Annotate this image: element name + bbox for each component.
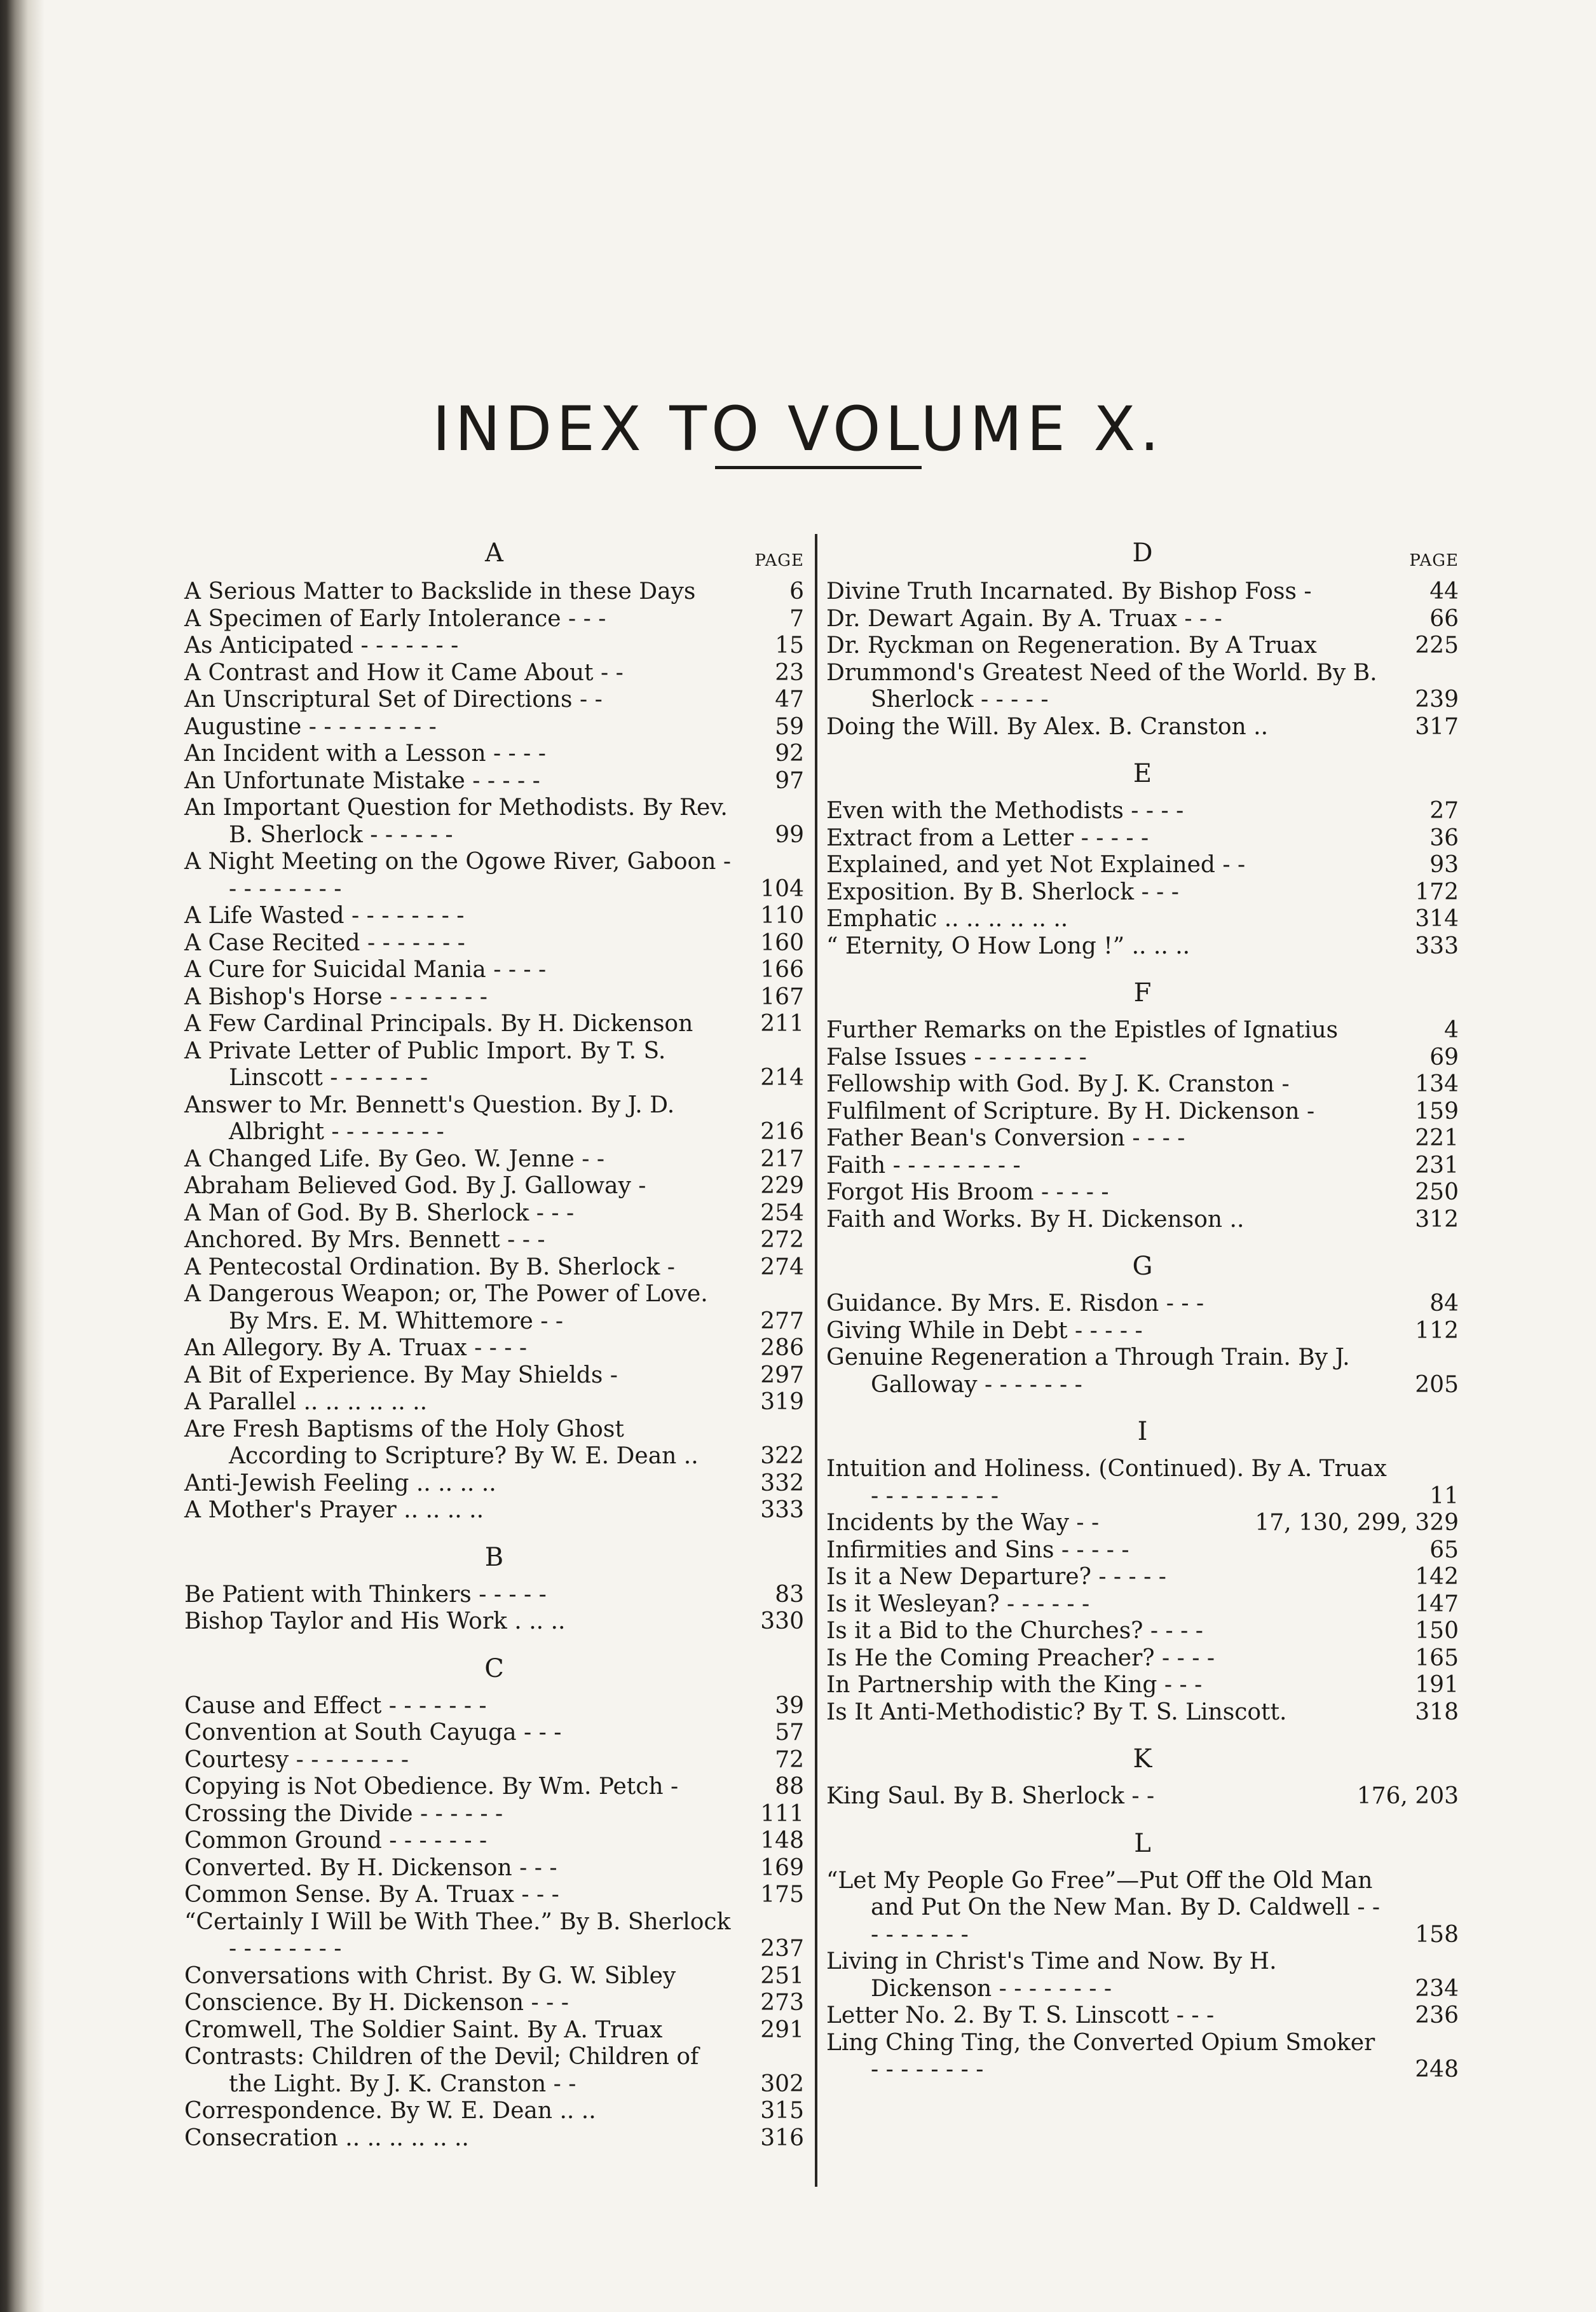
entry-title: Anchored. By Mrs. Bennett - - - — [184, 1227, 545, 1253]
section-letter-g: G — [1132, 1252, 1153, 1281]
index-column-right — [826, 528, 1459, 2084]
index-entry — [184, 633, 804, 660]
entry-title: Correspondence. By W. E. Dean .. .. — [184, 2098, 596, 2124]
entry-page-number: 66 — [1429, 605, 1459, 632]
entry-page-number: 159 — [1415, 1098, 1459, 1125]
section-letter-c: C — [484, 1653, 504, 1683]
entry-title: A Mother's Prayer .. .. .. .. — [184, 1497, 484, 1523]
index-entry — [184, 1693, 804, 1720]
entry-title: Converted. By H. Dickenson - - - — [184, 1854, 557, 1881]
entry-page-number: 148 — [760, 1828, 804, 1854]
entry-page-number: 216 — [760, 1119, 804, 1145]
entry-page-number: 84 — [1429, 1290, 1459, 1317]
index-entry — [184, 1362, 804, 1390]
index-sections-right — [826, 578, 1459, 2084]
entry-page-number: 69 — [1429, 1044, 1459, 1070]
entry-page-number: 333 — [760, 1497, 804, 1523]
entry-page-number: 134 — [1415, 1071, 1459, 1097]
entry-page-number: 214 — [760, 1065, 804, 1091]
entry-page-number: 274 — [760, 1254, 804, 1280]
entry-page-number: 111 — [760, 1800, 804, 1827]
index-entry — [184, 1092, 804, 1146]
entry-title: Faith - - - - - - - - - — [826, 1152, 1021, 1179]
entry-title: Emphatic .. .. .. .. .. .. — [826, 906, 1068, 932]
index-entry — [826, 1344, 1459, 1399]
index-entry — [184, 578, 804, 606]
entry-page-number: 237 — [760, 1936, 804, 1962]
index-entry — [826, 1290, 1459, 1318]
entry-title: A Bit of Experience. By May Shields - — [184, 1362, 618, 1388]
entry-title: Be Patient with Thinkers - - - - - — [184, 1581, 547, 1608]
entry-title: A Parallel .. .. .. .. .. .. — [184, 1389, 428, 1415]
index-entry — [826, 714, 1459, 741]
entry-page-number: 44 — [1429, 578, 1459, 605]
index-entry — [826, 1672, 1459, 1699]
entry-page-number: 231 — [1415, 1152, 1459, 1179]
section-letter-a: A — [485, 538, 503, 568]
index-entry — [826, 1153, 1459, 1180]
entry-page-number: 317 — [1415, 713, 1459, 740]
entry-page-number: 236 — [1415, 2002, 1459, 2028]
entry-page-number: 316 — [760, 2124, 804, 2151]
entry-page-number: 330 — [760, 1608, 804, 1634]
entry-title: A Cure for Suicidal Mania - - - - — [184, 957, 547, 983]
entry-page-number: 93 — [1429, 852, 1459, 878]
entry-title: Drummond's Greatest Need of the World. By B. Sherlock - - - - - — [826, 659, 1377, 713]
entry-title: A Few Cardinal Principals. By H. Dickenson — [184, 1011, 693, 1037]
entry-title: Convention at South Cayuga - - - — [184, 1720, 562, 1746]
entry-page-number: 205 — [1415, 1371, 1459, 1398]
entry-page-number: 7 — [789, 605, 804, 632]
index-entry — [184, 1227, 804, 1254]
entry-title: Fulfilment of Scripture. By H. Dickenson - — [826, 1098, 1315, 1125]
entry-title: King Saul. By B. Sherlock - - — [826, 1783, 1155, 1809]
entry-title: A Serious Matter to Backslide in these Days — [184, 578, 696, 605]
index-entry — [826, 1868, 1459, 1949]
entry-page-number: 112 — [1415, 1317, 1459, 1344]
column-header — [826, 528, 1459, 578]
entry-title: Crossing the Divide - - - - - - — [184, 1800, 503, 1827]
entry-title: Explained, and yet Not Explained - - — [826, 852, 1246, 878]
entry-title: Ling Ching Ting, the Converted Opium Smoker - - - - - - - - — [826, 2029, 1375, 2083]
entry-title: A Changed Life. By Geo. W. Jenne - - — [184, 1146, 605, 1172]
entry-title: Conversations with Christ. By G. W. Sibley — [184, 1962, 676, 1989]
entry-title: Consecration .. .. .. .. .. .. — [184, 2124, 469, 2151]
entry-page-number: 47 — [775, 687, 804, 713]
entry-title: An Unscriptural Set of Directions - - — [184, 687, 603, 713]
entry-title: Incidents by the Way - - — [826, 1510, 1100, 1536]
entry-page-number: 176, 203 — [1356, 1783, 1459, 1809]
entry-title: Are Fresh Baptisms of the Holy Ghost According to Scripture? By W. E. Dean .. — [184, 1416, 699, 1469]
entry-title: Further Remarks on the Epistles of Ignatius — [826, 1017, 1339, 1043]
section-letter-b: B — [484, 1542, 504, 1572]
entry-page-number: 234 — [1415, 1975, 1459, 2002]
index-entry — [184, 1470, 804, 1498]
index-entry — [826, 1125, 1459, 1153]
entry-page-number: 286 — [760, 1335, 804, 1361]
page-title: INDEX TO VOLUME X. — [432, 393, 1164, 465]
entry-title: “ Eternity, O How Long !” .. .. .. — [826, 933, 1190, 959]
section-letter-i: I — [1137, 1417, 1148, 1446]
entry-title: Augustine - - - - - - - - - — [184, 713, 437, 740]
index-entry — [184, 1173, 804, 1200]
entry-page-number: 36 — [1429, 824, 1459, 851]
entry-page-number: 147 — [1415, 1590, 1459, 1617]
entry-page-number: 150 — [1415, 1618, 1459, 1644]
entry-page-number: 160 — [760, 929, 804, 956]
entry-page-number: 250 — [1415, 1179, 1459, 1205]
index-entry — [184, 768, 804, 795]
index-entry — [184, 849, 804, 903]
entry-page-number: 332 — [760, 1470, 804, 1496]
index-entry — [826, 906, 1459, 933]
index-entry — [184, 2044, 804, 2098]
index-entry — [184, 2125, 804, 2152]
entry-title: A Private Letter of Public Import. By T. S. Linscott - - - - - - - — [184, 1037, 666, 1091]
index-entry — [184, 714, 804, 741]
title-rule — [715, 466, 922, 469]
entry-page-number: 312 — [1415, 1206, 1459, 1233]
entry-title: Answer to Mr. Bennett's Question. By J. D. Albright - - - - - - - - — [184, 1091, 675, 1145]
index-entry — [184, 2017, 804, 2044]
index-column-left — [184, 528, 804, 2152]
index-entry — [826, 1179, 1459, 1207]
entry-title: Common Ground - - - - - - - — [184, 1828, 488, 1854]
index-entry — [826, 1537, 1459, 1564]
entry-title: Fellowship with God. By J. K. Cranston - — [826, 1071, 1290, 1097]
entry-page-number: 248 — [1415, 2056, 1459, 2083]
entry-page-number: 254 — [760, 1200, 804, 1226]
entry-title: Is It Anti-Methodistic? By T. S. Linscott. — [826, 1699, 1287, 1725]
entry-title: A Bishop's Horse - - - - - - - — [184, 983, 488, 1010]
entry-title: Dr. Dewart Again. By A. Truax - - - — [826, 605, 1222, 632]
entry-page-number: 273 — [760, 1990, 804, 2016]
index-entry — [826, 1207, 1459, 1234]
entry-title: Abraham Believed God. By J. Galloway - — [184, 1173, 646, 1199]
index-entry — [184, 2098, 804, 2125]
entry-title: Is He the Coming Preacher? - - - - — [826, 1645, 1215, 1671]
entry-page-number: 57 — [775, 1720, 804, 1746]
entry-page-number: 142 — [1415, 1564, 1459, 1590]
entry-page-number: 15 — [775, 633, 804, 659]
index-entry — [184, 1200, 804, 1228]
entry-page-number: 175 — [760, 1882, 804, 1908]
entry-title: Contrasts: Children of the Devil; Children of the Light. By J. K. Cranston - - — [184, 2044, 699, 2097]
entry-page-number: 169 — [760, 1854, 804, 1881]
index-entry — [826, 1098, 1459, 1126]
entry-title: Extract from a Letter - - - - - — [826, 824, 1149, 851]
section-letter-f: F — [1133, 978, 1152, 1008]
entry-title: Anti-Jewish Feeling .. .. .. .. — [184, 1470, 496, 1496]
index-entry — [184, 1497, 804, 1524]
entry-page-number: 17, 130, 299, 329 — [1255, 1510, 1459, 1536]
entry-page-number: 319 — [760, 1389, 804, 1415]
entry-page-number: 277 — [760, 1308, 804, 1334]
entry-title: An Important Question for Methodists. By Rev. B. Sherlock - - - - - - — [184, 795, 728, 848]
index-entry — [184, 1281, 804, 1335]
entry-title: Is it Wesleyan? - - - - - - — [826, 1590, 1090, 1617]
column-divider — [815, 534, 817, 2187]
entry-page-number: 158 — [1415, 1921, 1459, 1948]
index-entry — [184, 957, 804, 984]
entry-title: As Anticipated - - - - - - - — [184, 633, 459, 659]
book-binding-edge — [0, 0, 44, 2312]
entry-page-number: 166 — [760, 957, 804, 983]
page-column-label: PAGE — [1409, 551, 1459, 570]
entry-page-number: 97 — [775, 767, 804, 794]
index-entry — [826, 1645, 1459, 1672]
entry-page-number: 322 — [760, 1443, 804, 1469]
entry-title: Copying is Not Obedience. By Wm. Petch - — [184, 1774, 679, 1800]
entry-page-number: 88 — [775, 1774, 804, 1800]
entry-title: Giving While in Debt - - - - - — [826, 1317, 1143, 1344]
index-entry — [826, 1783, 1459, 1810]
index-entry — [826, 1071, 1459, 1098]
index-entry — [826, 1456, 1459, 1510]
index-entry — [184, 1038, 804, 1092]
entry-page-number: 39 — [775, 1692, 804, 1719]
entry-title: A Man of God. By B. Sherlock - - - — [184, 1200, 575, 1226]
index-entry — [184, 1720, 804, 1747]
index-entry — [826, 578, 1459, 606]
index-entry — [826, 879, 1459, 906]
entry-title: Doing the Will. By Alex. B. Cranston .. — [826, 713, 1269, 740]
index-entry — [184, 687, 804, 714]
entry-page-number: 110 — [760, 903, 804, 929]
page-column-label: PAGE — [754, 551, 804, 570]
index-entry — [184, 903, 804, 930]
index-entry — [184, 1011, 804, 1038]
entry-title: A Life Wasted - - - - - - - - — [184, 903, 465, 929]
entry-page-number: 272 — [760, 1227, 804, 1253]
entry-title: Father Bean's Conversion - - - - — [826, 1125, 1185, 1151]
entry-title: Faith and Works. By H. Dickenson .. — [826, 1206, 1245, 1233]
index-entry — [826, 852, 1459, 879]
index-entry — [184, 930, 804, 957]
entry-title: Genuine Regeneration a Through Train. By J. Galloway - - - - - - - — [826, 1344, 1350, 1398]
index-entry — [184, 984, 804, 1011]
index-entry — [826, 1618, 1459, 1645]
entry-page-number: 315 — [760, 2098, 804, 2124]
entry-title: Common Sense. By A. Truax - - - — [184, 1882, 559, 1908]
entry-page-number: 83 — [775, 1581, 804, 1608]
index-entry — [826, 1318, 1459, 1345]
entry-page-number: 229 — [760, 1173, 804, 1199]
index-entry — [184, 1909, 804, 1963]
entry-title: Even with the Methodists - - - - — [826, 798, 1184, 824]
index-entry — [184, 741, 804, 768]
entry-title: Bishop Taylor and His Work . .. .. — [184, 1608, 566, 1634]
entry-page-number: 191 — [1415, 1672, 1459, 1698]
index-entry — [826, 825, 1459, 852]
entry-title: A Specimen of Early Intolerance - - - — [184, 605, 606, 632]
entry-page-number: 104 — [760, 875, 804, 902]
index-entry — [826, 798, 1459, 825]
index-entry — [184, 1774, 804, 1801]
entry-title: A Contrast and How it Came About - - — [184, 659, 624, 686]
entry-title: Dr. Ryckman on Regeneration. By A Truax — [826, 633, 1317, 659]
index-entry — [826, 933, 1459, 961]
entry-page-number: 92 — [775, 741, 804, 767]
entry-title: “Certainly I Will be With Thee.” By B. Sherlock - - - - - - - - — [184, 1908, 731, 1962]
entry-page-number: 167 — [760, 983, 804, 1010]
entry-page-number: 6 — [789, 578, 804, 605]
index-entry — [826, 1948, 1459, 2002]
entry-page-number: 239 — [1415, 687, 1459, 713]
entry-title: Exposition. By B. Sherlock - - - — [826, 879, 1179, 905]
entry-page-number: 27 — [1429, 798, 1459, 824]
index-entry — [826, 1564, 1459, 1591]
entry-title: Conscience. By H. Dickenson - - - — [184, 1990, 569, 2016]
index-entry — [826, 606, 1459, 633]
entry-title: Is it a New Departure? - - - - - — [826, 1564, 1166, 1590]
entry-title: Divine Truth Incarnated. By Bishop Foss - — [826, 578, 1312, 605]
entry-title: A Case Recited - - - - - - - — [184, 929, 465, 956]
index-entry — [184, 1389, 804, 1416]
section-letter-l: L — [1134, 1828, 1151, 1858]
entry-page-number: 297 — [760, 1362, 804, 1388]
entry-title: Is it a Bid to the Churches? - - - - — [826, 1618, 1203, 1644]
entry-title: Intuition and Holiness. (Continued). By A. Truax - - - - - - - - - — [826, 1456, 1387, 1509]
entry-title: Infirmities and Sins - - - - - — [826, 1536, 1129, 1563]
index-entry — [184, 1146, 804, 1173]
index-entry — [826, 1699, 1459, 1727]
entry-title: An Incident with a Lesson - - - - — [184, 741, 546, 767]
index-entry — [184, 795, 804, 849]
entry-page-number: 65 — [1429, 1536, 1459, 1563]
entry-title: Living in Christ's Time and Now. By H. Dickenson - - - - - - - - — [826, 1948, 1277, 2002]
column-header — [184, 528, 804, 578]
entry-page-number: 72 — [775, 1746, 804, 1773]
index-entry — [184, 660, 804, 687]
index-entry — [184, 606, 804, 633]
entry-page-number: 217 — [760, 1146, 804, 1172]
index-entry — [826, 633, 1459, 660]
index-entry — [184, 1608, 804, 1636]
entry-title: An Allegory. By A. Truax - - - - — [184, 1335, 528, 1361]
entry-page-number: 333 — [1415, 933, 1459, 959]
entry-title: Forgot His Broom - - - - - — [826, 1179, 1109, 1205]
entry-page-number: 221 — [1415, 1125, 1459, 1151]
index-entry — [184, 1990, 804, 2017]
entry-title: A Night Meeting on the Ogowe River, Gaboon - - - - - - - - - — [184, 849, 732, 902]
entry-title: A Dangerous Weapon; or, The Power of Love. By Mrs. E. M. Whittemore - - — [184, 1281, 708, 1334]
entry-page-number: 172 — [1415, 879, 1459, 905]
entry-page-number: 99 — [775, 821, 804, 848]
section-letter-d: D — [1132, 538, 1153, 568]
entry-title: “Let My People Go Free”—Put Off the Old Man and Put On the New Man. By D. Caldwell - - - - - - - - - — [826, 1867, 1381, 1948]
index-sections-left — [184, 578, 804, 2152]
entry-title: False Issues - - - - - - - - — [826, 1044, 1087, 1070]
entry-title: Guidance. By Mrs. E. Risdon - - - — [826, 1290, 1204, 1317]
index-entry — [184, 1882, 804, 1909]
entry-title: In Partnership with the King - - - — [826, 1672, 1203, 1698]
entry-page-number: 4 — [1444, 1017, 1459, 1043]
index-entry — [826, 1510, 1459, 1537]
index-entry — [184, 1416, 804, 1470]
index-entry — [184, 1801, 804, 1828]
entry-title: Courtesy - - - - - - - - — [184, 1746, 409, 1773]
index-entry — [184, 1582, 804, 1609]
index-entry — [826, 2002, 1459, 2030]
entry-page-number: 211 — [760, 1011, 804, 1037]
index-entry — [826, 1017, 1459, 1044]
entry-page-number: 302 — [760, 2070, 804, 2097]
entry-page-number: 165 — [1415, 1645, 1459, 1671]
index-entry — [184, 1747, 804, 1774]
entry-page-number: 251 — [760, 1962, 804, 1989]
index-entry — [184, 1855, 804, 1882]
entry-title: An Unfortunate Mistake - - - - - — [184, 767, 540, 794]
index-entry — [184, 1828, 804, 1855]
index-entry — [826, 1044, 1459, 1072]
entry-page-number: 59 — [775, 713, 804, 740]
entry-page-number: 23 — [775, 659, 804, 686]
section-letter-k: K — [1133, 1744, 1152, 1774]
entry-title: A Pentecostal Ordination. By B. Sherlock - — [184, 1254, 675, 1280]
index-entry — [826, 660, 1459, 714]
entry-page-number: 291 — [760, 2016, 804, 2043]
entry-page-number: 314 — [1415, 906, 1459, 932]
index-entry — [826, 2030, 1459, 2084]
index-entry — [184, 1963, 804, 1990]
index-entry — [826, 1591, 1459, 1618]
entry-title: Cause and Effect - - - - - - - — [184, 1692, 487, 1719]
entry-title: Letter No. 2. By T. S. Linscott - - - — [826, 2002, 1215, 2028]
entry-title: Cromwell, The Soldier Saint. By A. Truax — [184, 2016, 663, 2043]
index-entry — [184, 1335, 804, 1362]
entry-page-number: 11 — [1429, 1482, 1459, 1509]
index-entry — [184, 1254, 804, 1282]
entry-page-number: 318 — [1415, 1699, 1459, 1725]
entry-page-number: 225 — [1415, 633, 1459, 659]
section-letter-e: E — [1133, 759, 1152, 788]
